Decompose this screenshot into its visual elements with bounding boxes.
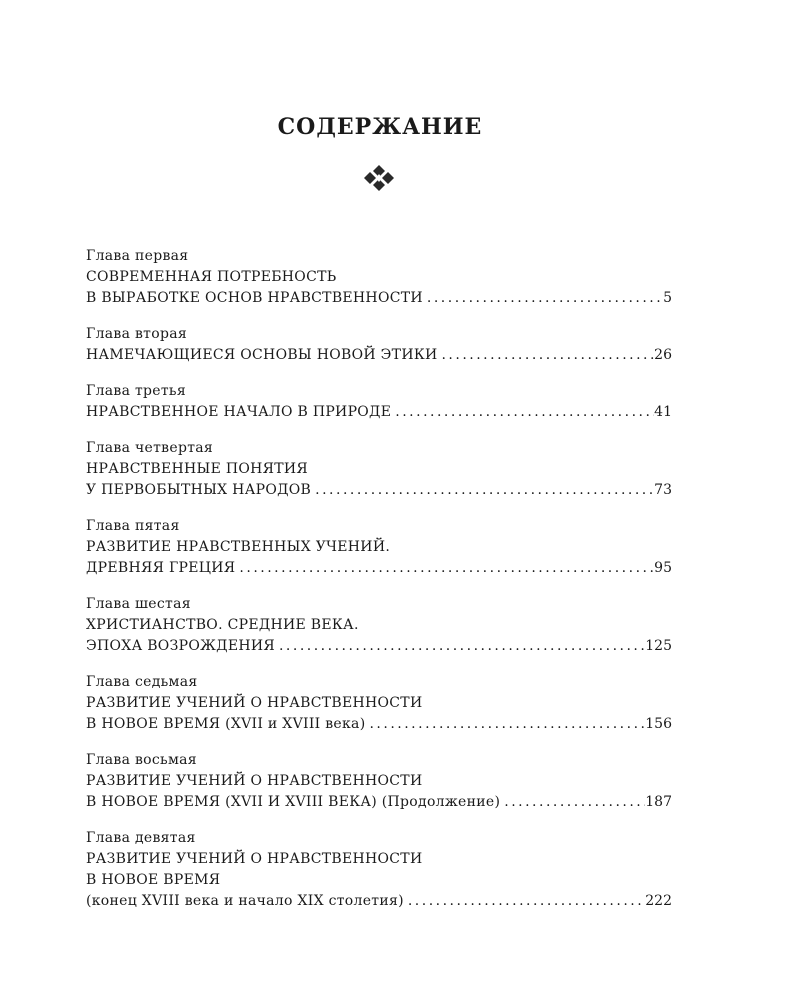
chapter-title-line: РАЗВИТИЕ УЧЕНИЙ О НРАВСТВЕННОСТИ [86, 851, 423, 867]
chapter-title-line: НАМЕЧАЮЩИЕСЯ ОСНОВЫ НОВОЙ ЭТИКИ [86, 347, 438, 363]
dot-leader [404, 891, 645, 912]
chapter-title-line: РАЗВИТИЕ УЧЕНИЙ О НРАВСТВЕННОСТИ [86, 773, 423, 789]
chapter-label: Глава шестая [86, 596, 191, 612]
chapter-title-row [86, 792, 672, 813]
chapter-title-row [86, 345, 672, 366]
page-number: 156 [645, 716, 672, 732]
chapter-title-line: В ВЫРАБОТКЕ ОСНОВ НРАВСТВЕННОСТИ [86, 290, 423, 306]
chapter-label: Глава восьмая [86, 752, 197, 768]
page-number: 95 [654, 560, 672, 576]
chapter-title-line: РАЗВИТИЕ НРАВСТВЕННЫХ УЧЕНИЙ. [86, 539, 391, 555]
chapter-title-line: В НОВОЕ ВРЕМЯ (XVII и XVIII века) [86, 716, 366, 732]
page-number: 125 [645, 638, 672, 654]
chapter-title-line: (конец XVIII века и начало XIX столетия) [86, 893, 404, 909]
chapter-title-row [86, 480, 672, 501]
page-title: СОДЕРЖАНИЕ [277, 114, 483, 140]
table-of-contents [86, 246, 672, 927]
chapter-title-line: У ПЕРВОБЫТНЫХ НАРОДОВ [86, 482, 312, 498]
page-number: 187 [645, 794, 672, 810]
toc-entry[interactable] [86, 672, 672, 735]
page-number: 5 [663, 290, 672, 306]
toc-entry[interactable] [86, 324, 672, 366]
chapter-label: Глава вторая [86, 326, 187, 342]
dot-leader [423, 288, 663, 309]
dot-leader [235, 558, 654, 579]
chapter-label: Глава первая [86, 248, 189, 264]
chapter-title-line: ДРЕВНЯЯ ГРЕЦИЯ [86, 560, 236, 576]
dot-leader [311, 480, 654, 501]
page-number: 41 [654, 404, 672, 420]
toc-entry[interactable] [86, 381, 672, 423]
dot-leader [391, 402, 654, 423]
chapter-title-row [86, 288, 672, 309]
toc-entry[interactable] [86, 750, 672, 813]
dot-leader [365, 714, 645, 735]
dot-leader [275, 636, 645, 657]
chapter-title-line: РАЗВИТИЕ УЧЕНИЙ О НРАВСТВЕННОСТИ [86, 695, 423, 711]
chapter-title-line: НРАВСТВЕННОЕ НАЧАЛО В ПРИРОДЕ [86, 404, 392, 420]
chapter-label: Глава седьмая [86, 674, 198, 690]
chapter-title-row [86, 636, 672, 657]
chapter-title-line: В НОВОЕ ВРЕМЯ (XVII И XVIII ВЕКА) (Продолжение) [86, 794, 501, 810]
chapter-title-row [86, 402, 672, 423]
chapter-title-line: В НОВОЕ ВРЕМЯ [86, 872, 221, 888]
toc-entry[interactable] [86, 516, 672, 579]
toc-entry[interactable] [86, 828, 672, 912]
toc-entry[interactable] [86, 594, 672, 657]
toc-entry[interactable] [86, 438, 672, 501]
diamond-ornament-icon [362, 164, 396, 192]
page-number: 222 [645, 893, 672, 909]
dot-leader [500, 792, 645, 813]
chapter-title-line: НРАВСТВЕННЫЕ ПОНЯТИЯ [86, 461, 308, 477]
chapter-title-row [86, 558, 672, 579]
chapter-title-row [86, 714, 672, 735]
chapter-label: Глава третья [86, 383, 186, 399]
chapter-title-line: ЭПОХА ВОЗРОЖДЕНИЯ [86, 638, 275, 654]
page-number: 73 [654, 482, 672, 498]
chapter-label: Глава четвертая [86, 440, 214, 456]
chapter-title-line: ХРИСТИАНСТВО. СРЕДНИЕ ВЕКА. [86, 617, 359, 633]
chapter-title-row [86, 891, 672, 912]
page-number: 26 [654, 347, 672, 363]
chapter-label: Глава девятая [86, 830, 196, 846]
chapter-label: Глава пятая [86, 518, 180, 534]
dot-leader [437, 345, 654, 366]
toc-entry[interactable] [86, 246, 672, 309]
chapter-title-line: СОВРЕМЕННАЯ ПОТРЕБНОСТЬ [86, 269, 337, 285]
